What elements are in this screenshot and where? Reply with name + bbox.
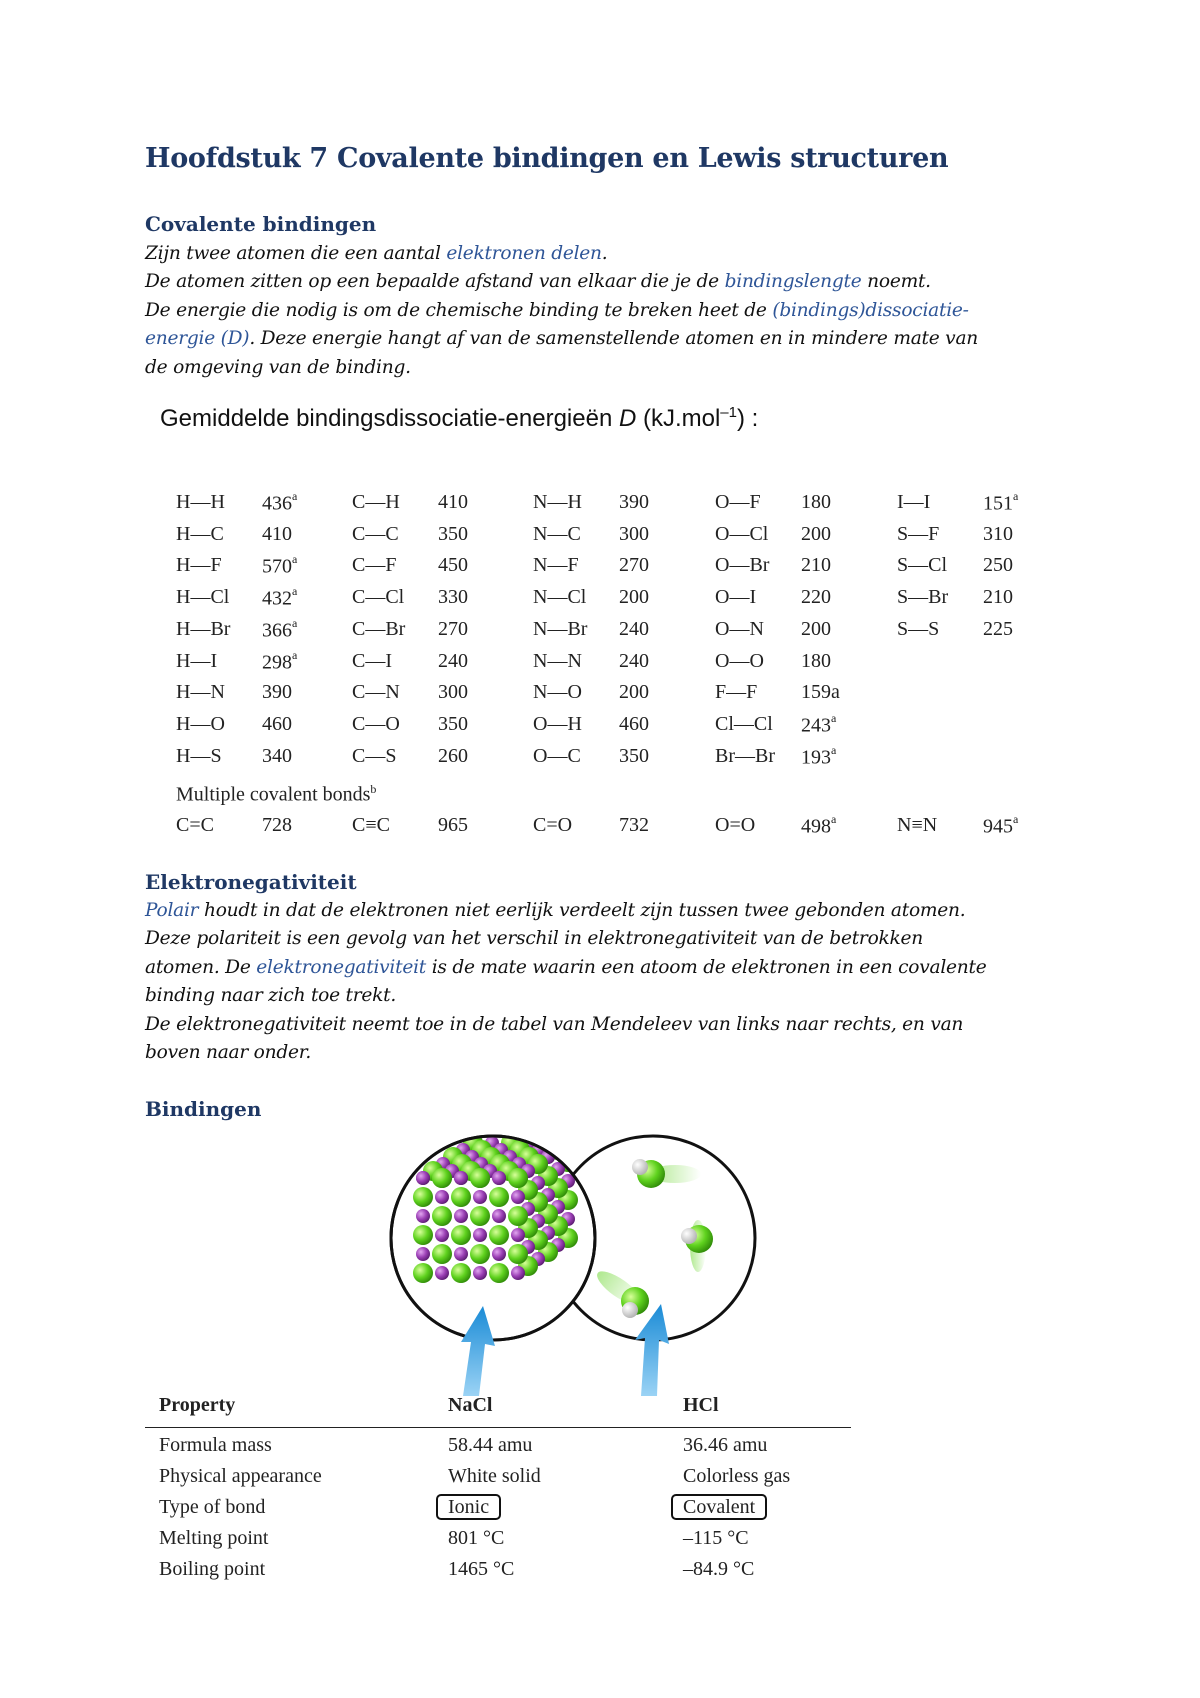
bond-energy [438,650,468,673]
text-segment: Deze polariteit is een gevolg van het verschil in elektronegativiteit van de betrokken [145,928,924,950]
energy-value: 965 [438,814,468,836]
bond-label: C—C [352,522,399,545]
bond-energy [801,681,840,704]
energy-value: 180 [801,491,831,513]
bond-energy [801,586,831,609]
chloride-ion [451,1263,471,1283]
table-cell [159,1434,272,1457]
bond-label: H—H [176,491,225,513]
sodium-ion [492,1247,506,1261]
sodium-ion [511,1228,525,1242]
bond-label: O—F [715,491,761,513]
cell-text: White solid [448,1465,541,1487]
bond-energy [619,713,649,736]
multiple-bonds-title: Multiple covalent bonds$^b$ [176,782,377,806]
sodium-ion [435,1266,449,1280]
energy-value: 432 [262,587,292,610]
bond-label: H—C [176,522,224,545]
bond-energy [262,554,297,579]
energy-value: 240 [619,617,649,640]
bond-label: Cl—Cl [715,712,773,735]
bond-label: C—Br [352,617,406,640]
energy-value: 498 [801,815,831,838]
highlighted-term: elektronegativiteit [256,956,427,978]
footnote-marker: a [292,584,298,599]
energy-value: 732 [619,814,649,836]
cell-text: Colorless gas [683,1465,791,1487]
bond-energy [438,491,468,514]
energy-value: 310 [983,522,1013,545]
sodium-ion [435,1190,449,1204]
energy-value: 945 [983,815,1013,838]
bond-label: H—O [176,712,225,735]
energy-value: 390 [619,491,649,513]
paragraph-line [145,268,1065,296]
sodium-ion [473,1266,487,1280]
multiple-bond-label: C=C [176,814,214,836]
text-segment: De atomen zitten op een bepaalde afstand van elkaar die je de [145,271,725,293]
bond-energy [438,681,468,704]
footnote-marker: a [831,710,837,725]
energy-value: 570 [262,556,292,579]
bond-label: N—Cl [533,586,587,609]
cell-text: Physical appearance [159,1465,322,1487]
footnote-marker: a [831,742,837,757]
energy-value: 240 [619,649,649,672]
bond-label: I—I [897,491,931,513]
highlighted-term: bindingslengte [724,271,862,293]
energy-value: 410 [262,522,292,545]
table-cell [159,1558,265,1581]
paragraph-line [145,897,1065,925]
cell-text: 58.44 amu [448,1434,533,1456]
energy-value: 410 [438,491,468,513]
energy-value: 243 [801,714,831,737]
text-segment: Zijn twee atomen die een aantal [145,243,447,264]
energy-value: 436 [262,492,292,515]
bond-label: F—F [715,681,758,704]
sodium-ion [416,1209,430,1223]
bond-label: C—F [352,554,397,577]
bond-energy [983,618,1013,641]
text-segment: atomen. De [145,956,257,978]
energy-value: 151 [983,492,1013,515]
energy-value: 340 [262,744,292,767]
sodium-ion [561,1136,575,1150]
bond-label: O—C [533,744,581,767]
bond-energy [801,618,831,641]
bond-energy-figure-title: Gemiddelde bindingsdissociatie-energieën D (kJ.mol$^{-1}$) : [160,404,759,432]
section-heading-electronegativity: Elektronegativiteit [145,870,357,894]
bond-energy [983,586,1013,609]
highlighted-term: (bindings)dissociatie- [772,299,969,321]
cell-text: Melting point [159,1527,269,1549]
table-rule [145,1427,851,1428]
text-segment: is de mate waarin een atoom de elektronen in een covalente [426,956,987,978]
energy-value: 366 [262,619,292,642]
chloride-ion [413,1263,433,1283]
text-segment: boven naar onder. [145,1042,312,1064]
cell-text: –115 °C [683,1527,749,1549]
bond-energy [262,491,297,516]
bond-label: S—F [897,522,940,545]
bond-energy [801,710,837,738]
highlighted-term: elektronen delen [446,243,602,264]
paragraph-line [145,954,1065,982]
bond-energy [619,745,649,768]
table-header-hcl: HCl [683,1394,719,1416]
bond-energy [262,647,298,675]
multiple-bond-label: C≡C [352,814,390,836]
paragraph-electronegativity [145,897,1065,1067]
energy-value: 180 [801,649,831,672]
text-segment: houdt in dat de elektronen niet eerlijk verdeelt zijn tussen twee gebonden atomen. [198,900,966,921]
bond-label: O—H [533,712,582,735]
energy-value: 210 [801,554,831,577]
energy-value: 260 [438,744,468,767]
chloride-ion [432,1168,452,1188]
energy-value: 350 [619,744,649,767]
bond-label: S—Cl [897,554,948,577]
bond-energy [619,650,649,673]
energy-value: 250 [983,554,1013,577]
text-segment: binding naar zich toe trekt. [145,985,397,1007]
chloride-ion [432,1244,452,1264]
sodium-ion [492,1209,506,1223]
chloride-ion [508,1168,528,1188]
energy-value: 200 [619,586,649,609]
table-cell [448,1434,532,1457]
bond-energy [438,523,468,546]
bond-label: N—Br [533,617,588,640]
chloride-ion [432,1206,452,1226]
energy-value: 298 [262,651,292,674]
table-cell [683,1527,749,1550]
table-cell [159,1465,322,1488]
bond-label: H—N [176,681,225,704]
paragraph-line [145,1039,1065,1067]
multiple-bond-label: N≡N [897,814,938,836]
paragraph-line [145,240,1065,268]
bond-energy [262,523,292,546]
sodium-ion [454,1171,468,1185]
chloride-ion [413,1225,433,1245]
bond-label: C—O [352,712,400,735]
bond-energy [801,554,831,577]
energy-value: 193 [801,746,831,769]
energy-value: 350 [438,522,468,545]
bond-energy [619,681,649,704]
table-cell [683,1558,754,1581]
text-segment: . Deze energie hangt af van de samenstellende atomen en in mindere mate van [249,328,978,350]
chloride-ion [508,1206,528,1226]
table-cell [448,1527,504,1550]
cell-text: Boiling point [159,1558,266,1580]
bond-energy [983,491,1018,516]
table-cell [683,1434,767,1457]
text-segment: . [601,243,608,264]
footnote-marker: a [292,489,298,503]
bond-energy [262,615,298,643]
multiple-bond-label: C=O [533,814,573,836]
text-segment: noemt. [861,271,931,293]
bond-energy [801,742,837,770]
bond-energy [438,586,468,609]
energy-value: 240 [438,649,468,672]
table-cell [159,1527,268,1550]
bond-energy [438,618,468,641]
energy-value: 460 [262,712,292,735]
paragraph-line [145,925,1065,953]
bond-label: N—H [533,491,582,513]
chloride-ion [470,1244,490,1264]
bond-label: C—Cl [352,586,405,609]
bond-energy [262,681,292,704]
chloride-ion [451,1187,471,1207]
energy-value: 270 [619,554,649,577]
bond-energy [983,554,1013,577]
bond-label: N—N [533,649,582,672]
sodium-ion [492,1171,506,1185]
energy-value: 450 [438,554,468,577]
chloride-ion [489,1187,509,1207]
table-cell [448,1558,514,1581]
energy-value: 270 [438,617,468,640]
bond-label: N—C [533,522,581,545]
footnote-marker: a [1013,489,1019,503]
highlighted-term: energie (D) [145,328,250,350]
bond-energy [619,523,649,546]
energy-value: 300 [619,522,649,545]
footnote-marker: a [831,812,837,826]
energy-value: 200 [801,617,831,640]
sodium-ion [511,1190,525,1204]
bond-label: O—N [715,617,764,640]
bond-label: O—I [715,586,757,609]
bond-label: C—N [352,681,400,704]
chloride-ion [451,1225,471,1245]
multiple-bond-energy [262,814,292,837]
paragraph-line [145,982,1065,1010]
bond-label: O—O [715,649,764,672]
energy-value: 390 [262,681,292,704]
energy-value: 200 [619,681,649,704]
multiple-bond-energy [619,814,649,837]
chloride-ion [489,1225,509,1245]
bond-label: N—F [533,554,579,577]
cell-text: Type of bond [159,1496,266,1518]
text-segment: de omgeving van de binding. [145,356,411,378]
energy-value: 350 [438,712,468,735]
bond-label: O—Cl [715,522,769,545]
paragraph-covalent [145,240,1065,382]
cell-text: 1465 °C [448,1558,515,1580]
bond-label: H—I [176,649,218,672]
bond-energy [438,554,468,577]
paragraph-line [145,1011,1065,1039]
energy-value: 330 [438,586,468,609]
sodium-ion [511,1266,525,1280]
energy-value: 210 [983,586,1013,609]
bond-energy [801,491,831,514]
highlighted-term: Polair [145,900,199,921]
text-segment: De elektronegativiteit neemt toe in de tabel van Mendeleev van links naar rechts, en van [145,1013,964,1035]
energy-value: 225 [983,617,1013,640]
sodium-ion [473,1228,487,1242]
bond-energy [619,586,649,609]
multiple-bond-energy [801,814,836,839]
energy-value: 200 [801,522,831,545]
sodium-ion [454,1247,468,1261]
nacl-hcl-illustration [383,1116,783,1406]
section-heading-covalent: Covalente bindingen [145,212,377,236]
cell-text: Formula mass [159,1434,272,1456]
energy-value: 159a [801,681,840,704]
bond-energy [438,713,468,736]
bond-energy [438,745,468,768]
bond-label: S—Br [897,586,949,609]
bond-energy [262,713,292,736]
cell-text: Covalent [671,1494,767,1520]
cell-text: 801 °C [448,1527,505,1549]
sodium-ion [561,1136,575,1150]
sodium-ion [416,1247,430,1261]
bond-label: Br—Br [715,744,775,767]
multiple-bond-label: O=O [715,814,756,836]
cell-text: Ionic [436,1494,501,1520]
footnote-marker: a [292,615,298,630]
chloride-ion [508,1244,528,1264]
paragraph-line [145,354,1065,382]
cell-text: –84.9 °C [683,1558,755,1580]
table-cell [683,1496,767,1519]
sodium-ion [435,1228,449,1242]
sodium-ion [454,1209,468,1223]
energy-value: 220 [801,586,831,609]
bond-energy [801,523,831,546]
bond-label: H—Br [176,617,231,640]
sodium-ion [473,1190,487,1204]
bond-energy [619,491,649,514]
bond-label: C—I [352,649,392,672]
energy-value: 300 [438,681,468,704]
footnote-marker: a [292,647,298,662]
bond-label: H—S [176,744,222,767]
bond-label: O—Br [715,554,770,577]
table-cell [448,1465,541,1488]
bond-label: S—S [897,617,940,640]
bond-energy [619,554,649,577]
nacl-crystal-circle [391,1133,595,1340]
chloride-ion [413,1187,433,1207]
text-segment: De energie die nodig is om de chemische binding te breken heet de [145,299,773,321]
chloride-ion [470,1206,490,1226]
table-header-nacl: NaCl [448,1394,493,1416]
chapter-title: Hoofdstuk 7 Covalente bindingen en Lewis structuren [145,143,949,174]
energy-value: 460 [619,712,649,735]
multiple-bond-energy [438,814,468,837]
bond-energy [262,745,292,768]
chloride-ion [489,1263,509,1283]
table-cell [448,1496,501,1519]
bond-label: C—S [352,744,397,767]
bond-energy [801,650,831,673]
multiple-bond-energy [983,814,1018,839]
bond-energy [619,618,649,641]
energy-value: 728 [262,814,292,836]
table-header-property: Property [159,1394,236,1416]
sodium-ion [416,1171,430,1185]
bond-energy [983,523,1013,546]
bond-label: H—F [176,554,222,577]
bond-label: H—Cl [176,586,230,609]
chloride-ion [470,1168,490,1188]
bond-label: C—H [352,491,400,513]
footnote-marker: a [1013,812,1019,826]
bond-label: N—O [533,681,582,704]
table-cell [159,1496,265,1519]
cell-text: 36.46 amu [683,1434,768,1456]
paragraph-line [145,297,1065,325]
footnote-marker: a [292,552,298,567]
table-cell [683,1465,790,1488]
bond-energy [262,586,297,611]
paragraph-line [145,325,1065,353]
section-heading-bindingen: Bindingen [145,1097,262,1121]
